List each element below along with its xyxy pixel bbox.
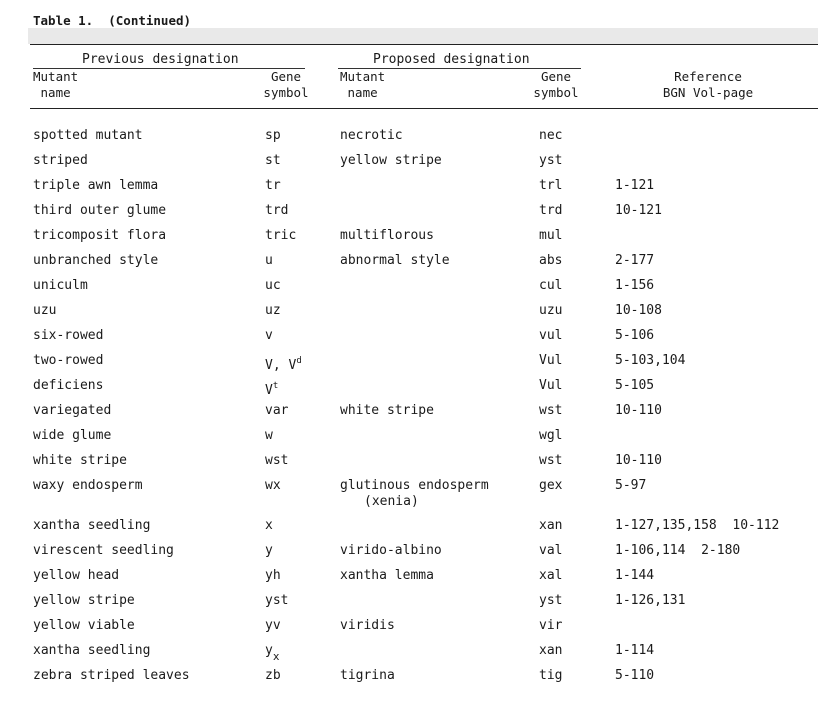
prev-gene-symbol-text: y (265, 643, 273, 658)
prev-mutant-name: yellow head (33, 568, 120, 583)
prev-mutant-name: six-rowed (33, 328, 104, 343)
reference: 5-97 (615, 478, 647, 493)
prev-mutant-name: two-rowed (33, 353, 104, 368)
prop-gene-symbol: xal (539, 568, 563, 583)
table-row (0, 539, 818, 564)
prop-mutant-name (340, 403, 434, 419)
reference: 1-121 (615, 178, 655, 193)
prev-mutant-name: yellow viable (33, 618, 135, 633)
table-row (0, 249, 818, 274)
reference: 5-103,104 (615, 353, 686, 368)
prev-gene-symbol-text: V, V (265, 358, 297, 373)
prev-gene-symbol-text: trd (265, 203, 289, 218)
prev-gene-symbol (265, 428, 273, 444)
table-row (0, 299, 818, 324)
prop-gene-symbol: Vul (539, 378, 563, 393)
prev-gene-symbol-text: uc (265, 278, 281, 293)
prev-gene-symbol-superscript: d (296, 356, 302, 366)
prop-gene-symbol: wst (539, 453, 563, 468)
prop-gene-symbol: trd (539, 203, 563, 218)
table-row (0, 349, 818, 374)
prev-mutant-name: tricomposit flora (33, 228, 167, 243)
reference: 5-106 (615, 328, 655, 343)
table-row (0, 324, 818, 349)
prev-gene-symbol (265, 378, 278, 399)
prev-mutant-name: xantha seedling (33, 643, 151, 658)
prev-mutant-name: deficiens (33, 378, 104, 393)
table-row (0, 174, 818, 199)
prev-gene-symbol-text: wst (265, 453, 289, 468)
group-proposed-designation: Proposed designation (373, 52, 530, 67)
prev-gene-symbol-text: var (265, 403, 289, 418)
prop-gene-symbol: val (539, 543, 563, 558)
prev-mutant-name: white stripe (33, 453, 127, 468)
prop-mutant-name-line: yellow stripe (340, 153, 442, 168)
prev-gene-symbol-text: v (265, 328, 273, 343)
prop-mutant-name-line: necrotic (340, 128, 403, 143)
prev-mutant-name: waxy endosperm (33, 478, 143, 493)
prev-gene-symbol (265, 593, 288, 609)
prop-gene-symbol: abs (539, 253, 563, 268)
prev-mutant-name: striped (33, 153, 88, 168)
table-caption: Table 1. (Continued) (33, 13, 192, 28)
prev-mutant-name: virescent seedling (33, 543, 174, 558)
prev-gene-symbol-text: x (265, 518, 273, 533)
table-row (0, 149, 818, 174)
prev-gene-symbol-text: sp (265, 128, 281, 143)
table-row (0, 199, 818, 224)
prev-mutant-name: uzu (33, 303, 57, 318)
prop-mutant-name-line-2: (xenia) (364, 494, 419, 509)
reference: 10-121 (615, 203, 662, 218)
prop-gene-symbol: nec (539, 128, 563, 143)
prop-mutant-name-line: abnormal style (340, 253, 450, 268)
reference: 1-126,131 (615, 593, 686, 608)
prop-mutant-name (340, 153, 442, 169)
table-row (0, 374, 818, 399)
table-row (0, 124, 818, 149)
reference: 1-144 (615, 568, 655, 583)
prev-mutant-name: unbranched style (33, 253, 159, 268)
table-row (0, 589, 818, 614)
prev-gene-symbol (265, 178, 281, 194)
prev-mutant-name: xantha seedling (33, 518, 151, 533)
reference: 10-110 (615, 453, 662, 468)
col-prev-mutant-name: Mutant name (33, 69, 79, 100)
table-row (0, 614, 818, 639)
prop-mutant-name (340, 668, 395, 684)
prop-mutant-name-line: white stripe (340, 403, 434, 418)
prev-mutant-name: third outer glume (33, 203, 167, 218)
prop-mutant-name (340, 618, 395, 634)
prev-gene-symbol-text: zb (265, 668, 281, 683)
prev-gene-symbol-text: tr (265, 178, 281, 193)
reference: 1-114 (615, 643, 655, 658)
prev-gene-symbol (265, 453, 288, 469)
col-reference: Reference BGN Vol-page (662, 69, 754, 100)
prop-gene-symbol: uzu (539, 303, 563, 318)
prev-gene-symbol-text: yst (265, 593, 289, 608)
prev-gene-symbol (265, 518, 273, 534)
prop-gene-symbol: wgl (539, 428, 563, 443)
prop-gene-symbol: gex (539, 478, 563, 493)
prev-gene-symbol (265, 228, 296, 244)
prev-gene-symbol-text: wx (265, 478, 281, 493)
table-row (0, 399, 818, 424)
prev-gene-symbol-text: yv (265, 618, 281, 633)
table-row (0, 664, 818, 689)
prop-gene-symbol: vul (539, 328, 563, 343)
prev-gene-symbol (265, 543, 273, 559)
prev-mutant-name: wide glume (33, 428, 112, 443)
reference: 1-156 (615, 278, 655, 293)
prev-gene-symbol (265, 303, 281, 319)
prop-mutant-name (340, 253, 450, 269)
table-row (0, 224, 818, 249)
reference: 5-105 (615, 378, 655, 393)
prev-gene-symbol (265, 568, 281, 584)
prev-gene-symbol-text: st (265, 153, 281, 168)
prev-mutant-name: zebra striped leaves (33, 668, 190, 683)
prev-gene-symbol (265, 253, 273, 269)
col-prev-gene-symbol: Gene symbol (263, 69, 309, 100)
prev-gene-symbol (265, 128, 281, 144)
prop-mutant-name-line: viridis (340, 618, 395, 633)
prop-mutant-name-line: multiflorous (340, 228, 434, 243)
prev-gene-symbol-subscript: x (272, 650, 280, 663)
prop-mutant-name (340, 568, 434, 584)
prop-mutant-name (340, 543, 442, 559)
prev-gene-symbol (265, 643, 279, 665)
scan-shading (28, 28, 818, 44)
col-prop-gene-symbol: Gene symbol (533, 69, 579, 100)
group-previous-designation: Previous designation (82, 52, 239, 67)
prev-gene-symbol-text: uz (265, 303, 281, 318)
prev-gene-symbol (265, 618, 281, 634)
prev-gene-symbol (265, 328, 273, 344)
prop-mutant-name-line: virido-albino (340, 543, 442, 558)
prev-gene-symbol (265, 668, 281, 684)
table-row (0, 274, 818, 299)
prev-gene-symbol-text: tric (265, 228, 297, 243)
table-row (0, 514, 818, 539)
reference: 1-106,114 2-180 (615, 543, 741, 558)
table-body (0, 124, 818, 689)
prev-gene-symbol (265, 478, 281, 494)
prev-mutant-name: uniculm (33, 278, 88, 293)
col-prop-mutant-name: Mutant name (340, 69, 386, 100)
table-row (0, 639, 818, 664)
reference: 1-127,135,158 10-112 (615, 518, 780, 533)
prev-mutant-name: yellow stripe (33, 593, 135, 608)
table-row (0, 424, 818, 449)
prev-gene-symbol (265, 278, 281, 294)
prev-gene-symbol-text: w (265, 428, 273, 443)
prop-mutant-name (340, 128, 403, 144)
reference: 2-177 (615, 253, 655, 268)
reference: 10-108 (615, 303, 662, 318)
prop-mutant-name-line: glutinous endosperm (340, 478, 489, 493)
header-rule (30, 108, 818, 109)
prop-gene-symbol: xan (539, 643, 563, 658)
table-row (0, 474, 818, 514)
prop-gene-symbol: yst (539, 153, 563, 168)
prev-gene-symbol (265, 153, 281, 169)
prev-gene-symbol (265, 203, 288, 219)
prev-gene-symbol-text: yh (265, 568, 281, 583)
prop-mutant-name-line: tigrina (340, 668, 395, 683)
prop-gene-symbol: wst (539, 403, 563, 418)
prev-gene-symbol (265, 403, 288, 419)
reference: 10-110 (615, 403, 662, 418)
prop-mutant-name (340, 228, 434, 244)
prev-mutant-name: variegated (33, 403, 112, 418)
reference: 5-110 (615, 668, 655, 683)
prev-gene-symbol-text: V (265, 383, 273, 398)
prop-gene-symbol: mul (539, 228, 563, 243)
table-row (0, 449, 818, 474)
prop-mutant-name-line: xantha lemma (340, 568, 434, 583)
prev-gene-symbol (265, 353, 302, 374)
prop-gene-symbol: vir (539, 618, 563, 633)
top-rule (30, 44, 818, 45)
prop-gene-symbol: cul (539, 278, 563, 293)
prev-gene-symbol-text: u (265, 253, 273, 268)
prop-gene-symbol: trl (539, 178, 563, 193)
prop-gene-symbol: xan (539, 518, 563, 533)
prop-mutant-name (340, 478, 489, 510)
prop-gene-symbol: yst (539, 593, 563, 608)
table-row (0, 564, 818, 589)
prop-gene-symbol: Vul (539, 353, 563, 368)
prev-gene-symbol-superscript: t (272, 381, 279, 391)
prop-gene-symbol: tig (539, 668, 563, 683)
prev-gene-symbol-text: y (265, 543, 273, 558)
prev-mutant-name: spotted mutant (33, 128, 143, 143)
prev-mutant-name: triple awn lemma (33, 178, 159, 193)
